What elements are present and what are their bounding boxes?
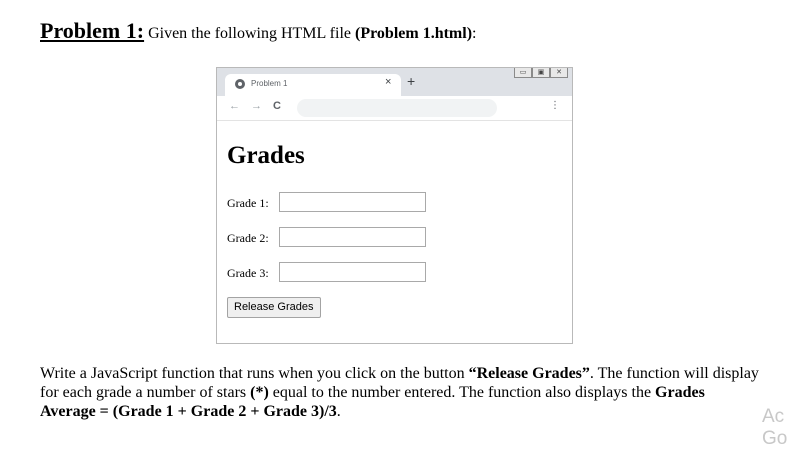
plus-icon[interactable]: + [407,73,416,89]
maximize-icon[interactable]: ▣ [532,68,550,78]
browser-toolbar [217,96,572,121]
window-close-icon[interactable]: ✕ [550,68,568,78]
window-controls [514,68,568,79]
description-text-2: . The function will display for each grade a number of stars [40,365,759,401]
close-icon[interactable]: × [385,76,392,88]
browser-tab[interactable] [225,74,401,96]
heading-colon: : [472,25,477,42]
grade-2-label: Grade 2: [227,231,269,245]
description-button-ref: “Release Grades” [468,365,590,382]
problem-heading [40,18,476,44]
description-text-3: equal to the number entered. The function also displays the [268,384,656,401]
description-text-4: . [336,403,341,420]
grade-3-label: Grade 3: [227,266,269,280]
watermark-line-2: Go [762,428,787,449]
description-formula: Grades Average = (Grade 1 + Grade 2 + Grade 3)/3 [40,384,705,420]
tab-bar [217,68,572,96]
page-content [217,121,572,343]
forward-arrow-icon[interactable]: → [251,100,262,112]
back-arrow-icon[interactable]: ← [229,100,240,112]
watermark-line-1: Ac [762,406,785,427]
grade-2-input[interactable] [279,227,426,247]
grade-3-input[interactable] [279,262,426,282]
page-title: Grades [227,142,305,169]
heading-text: Given the following HTML file [144,25,355,42]
browser-window [216,67,573,344]
address-bar[interactable] [297,99,497,117]
release-grades-button[interactable]: Release Grades [227,297,321,318]
activation-watermark [762,406,787,450]
menu-dots-icon[interactable]: ⋮ [550,100,560,111]
grade-1-input[interactable] [279,192,426,212]
favicon-icon [235,79,245,89]
tab-title: Problem 1 [251,79,288,88]
problem-description [40,364,760,421]
grade-1-label: Grade 1: [227,196,269,210]
minimize-icon[interactable]: ▭ [514,68,532,78]
heading-filename: (Problem 1.html) [355,25,473,42]
problem-label: Problem 1: [40,18,145,43]
reload-icon[interactable]: C [273,100,281,112]
description-stars: (*) [250,384,269,401]
description-text-1: Write a JavaScript function that runs when you click on the button [40,365,469,382]
